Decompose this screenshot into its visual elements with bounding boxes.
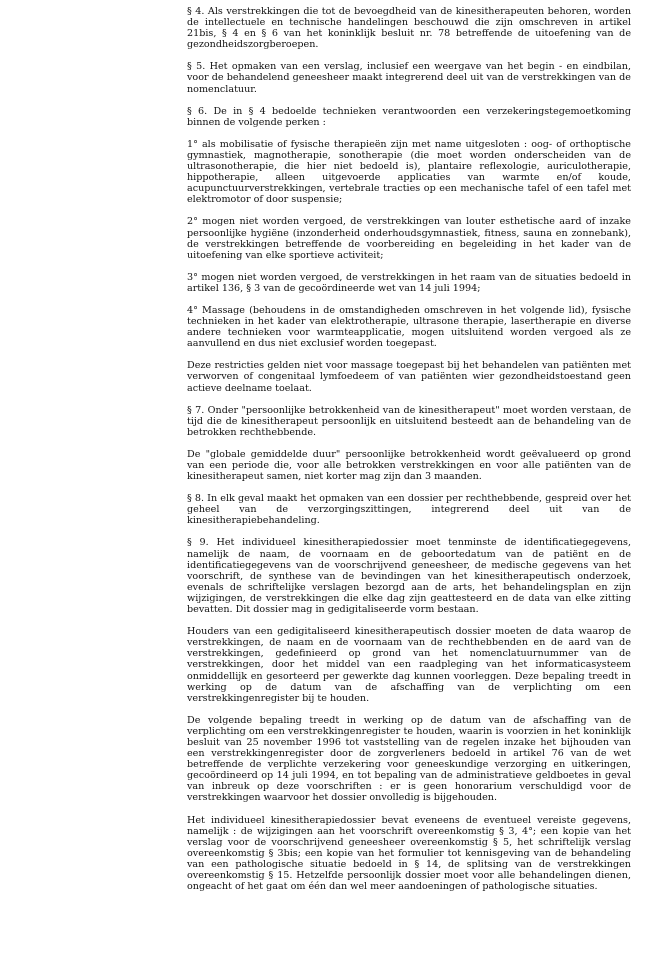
paragraph-section-6-intro: § 6. De in § 4 bedoelde technieken verantwoorden een verzekeringstegemoetkoming binnen de volgende perken : — [187, 105, 631, 128]
paragraph-section-6-item-1: 1° als mobilisatie of fysische therapieën zijn met name uitgesloten : oog- of orthoptische gymnastiek, magnotherapie, sonotherapie (die moet worden onderscheiden van de ultrasonotherapie, die hier niet bedoeld is), plantaire reflexologie, auriculotherapie, hippotherapie, alleen uitgevoerde applicaties van warmte en/of koude, acupunctuurverstrekkingen, vertebrale tracties op een mechanische tafel of een tafel met elektromotor of door suspensie; — [187, 138, 631, 206]
paragraph-section-4: § 4. Als verstrekkingen die tot de bevoegdheid van de kinesitherapeuten behoren, worden de intellectuele en technische handelingen beschouwd die zijn omschreven in artikel 21bis, § 4 en § 6 van het koninklijk besluit nr. 78 betreffende de uitoefening van de gezondheidszorgberoepen. — [187, 6, 631, 51]
paragraph-section-6-item-2: 2° mogen niet worden vergoed, de verstrekkingen van louter esthetische aard of inzake persoonlijke hygiëne (inzonderheid onderhoudsgymnastiek, fitness, sauna en zonnebank), de verstrekkingen betreffende de voorbereiding en begeleiding in het kader van de uitoefening van elke sportieve activiteit; — [187, 216, 631, 261]
document-page — [187, 6, 631, 903]
paragraph-section-6-restrictions: Deze restricties gelden niet voor massage toegepast bij het behandelen van patiënten met verworven of congenitaal lymfoedeem of van patiënten wier gezondheidstoestand geen actieve deelname toelaat. — [187, 360, 631, 394]
paragraph-section-8: § 8. In elk geval maakt het opmaken van een dossier per rechthebbende, gespreid over het geheel van de verzorgingszittingen, integrerend deel uit van de kinesitherapiebehandeling. — [187, 493, 631, 527]
paragraph-section-6-item-4: 4° Massage (behoudens in de omstandigheden omschreven in het volgende lid), fysische technieken in het kader van elektrotherapie, ultrasone therapie, lasertherapie en diverse andere technieken voor warmteapplicatie, mogen uitsluitend worden vergoed als ze aanvullend en dus niet exclusief worden toegepast. — [187, 304, 631, 350]
paragraph-section-7: § 7. Onder "persoonlijke betrokkenheid van de kinesitherapeut" moet worden verstaan, de tijd die de kinesitherapeut persoonlijk en uitsluitend besteedt aan de behandeling van de betrokken rechthebbende. — [187, 404, 631, 438]
paragraph-section-9-register: De volgende bepaling treedt in werking op de datum van de afschaffing van de verplichting om een verstrekkingenregister te houden, waarin is voorzien in het koninklijk besluit van 25 november 1996 tot vaststelling van de regelen inzake het bijhouden van een verstrekkingenregister door de zorgverleners bedoeld in artikel 76 van de wet betreffende de verplichte verzekering voor geneeskundige verzorging en uitkeringen, gecoördineerd op 14 juli 1994, en tot bepaling van de administratieve geldboetes in geval van inbreuk op deze voorschriften : er is geen honorarium verschuldigd voor de verstrekkingen waarvoor het dossier onvolledig is bijgehouden. — [187, 714, 631, 804]
paragraph-section-9-digital: Houders van een gedigitaliseerd kinesitherapeutisch dossier moeten de data waarop de verstrekkingen, de naam en de voornaam van de rechthebbenden en de aard van de verstrekkingen, gedefinieerd op grond van het nomenclatuurnummer van de verstrekkingen, door het middel van een raadpleging van het informaticasysteem onmiddellijk en gesorteerd per gewerkte dag kunnen voorleggen. Deze bepaling treedt in werking op de datum van de afschaffing van de verplichting om een verstrekkingenregister bij te houden. — [187, 626, 631, 704]
paragraph-section-7-duration: De "globale gemiddelde duur" persoonlijke betrokkenheid wordt geëvalueerd op grond van een periode die, voor alle betrokken verstrekkingen en voor alle patiënten van de kinesitherapeut samen, niet korter mag zijn dan 3 maanden. — [187, 448, 631, 483]
paragraph-section-9: § 9. Het individueel kinesitherapiedossier moet tenminste de identificatiegegevens, namelijk de naam, de voornaam en de geboortedatum van de patiënt en de identificatiegegevens van de voorschrijvend geneesheer, de medische gegevens van het voorschrift, de synthese van de bevindingen van het kinesitherapeutisch onderzoek, evenals de schriftelijke verslagen bezorgd aan de arts, het behandelingsplan en zijn wijzigingen, de verstrekkingen die elke dag zijn geattesteerd en de data van elke zitting bevatten. Dit dossier mag in gedigitaliseerde vorm bestaan. — [187, 537, 631, 616]
paragraph-section-6-item-3: 3° mogen niet worden vergoed, de verstrekkingen in het raam van de situaties bedoeld in artikel 136, § 3 van de gecoördineerde wet van 14 juli 1994; — [187, 271, 631, 294]
paragraph-section-9-contents: Het individueel kinesitherapiedossier bevat eveneens de eventueel vereiste gegevens, namelijk : de wijzigingen aan het voorschrift overeenkomstig § 3, 4°; een kopie van het verslag voor de voorschrijvend geneesheer overeenkomstig § 5, het schriftelijk verslag overeenkomstig § 3bis; een kopie van het formulier tot kennisgeving van de behandeling van een pathologische situatie bedoeld in § 14, de splitsing van de verstrekkingen overeenkomstig § 15. Hetzelfde persoonlijk dossier moet voor alle behandelingen dienen, ongeacht of het gaat om één dan wel meer aandoeningen of pathologische situaties. — [187, 814, 631, 893]
paragraph-section-5: § 5. Het opmaken van een verslag, inclusief een weergave van het begin - en eindbilan, voor de behandelend geneesheer maakt integrerend deel uit van de verstrekkingen van de nomenclatuur. — [187, 61, 631, 95]
